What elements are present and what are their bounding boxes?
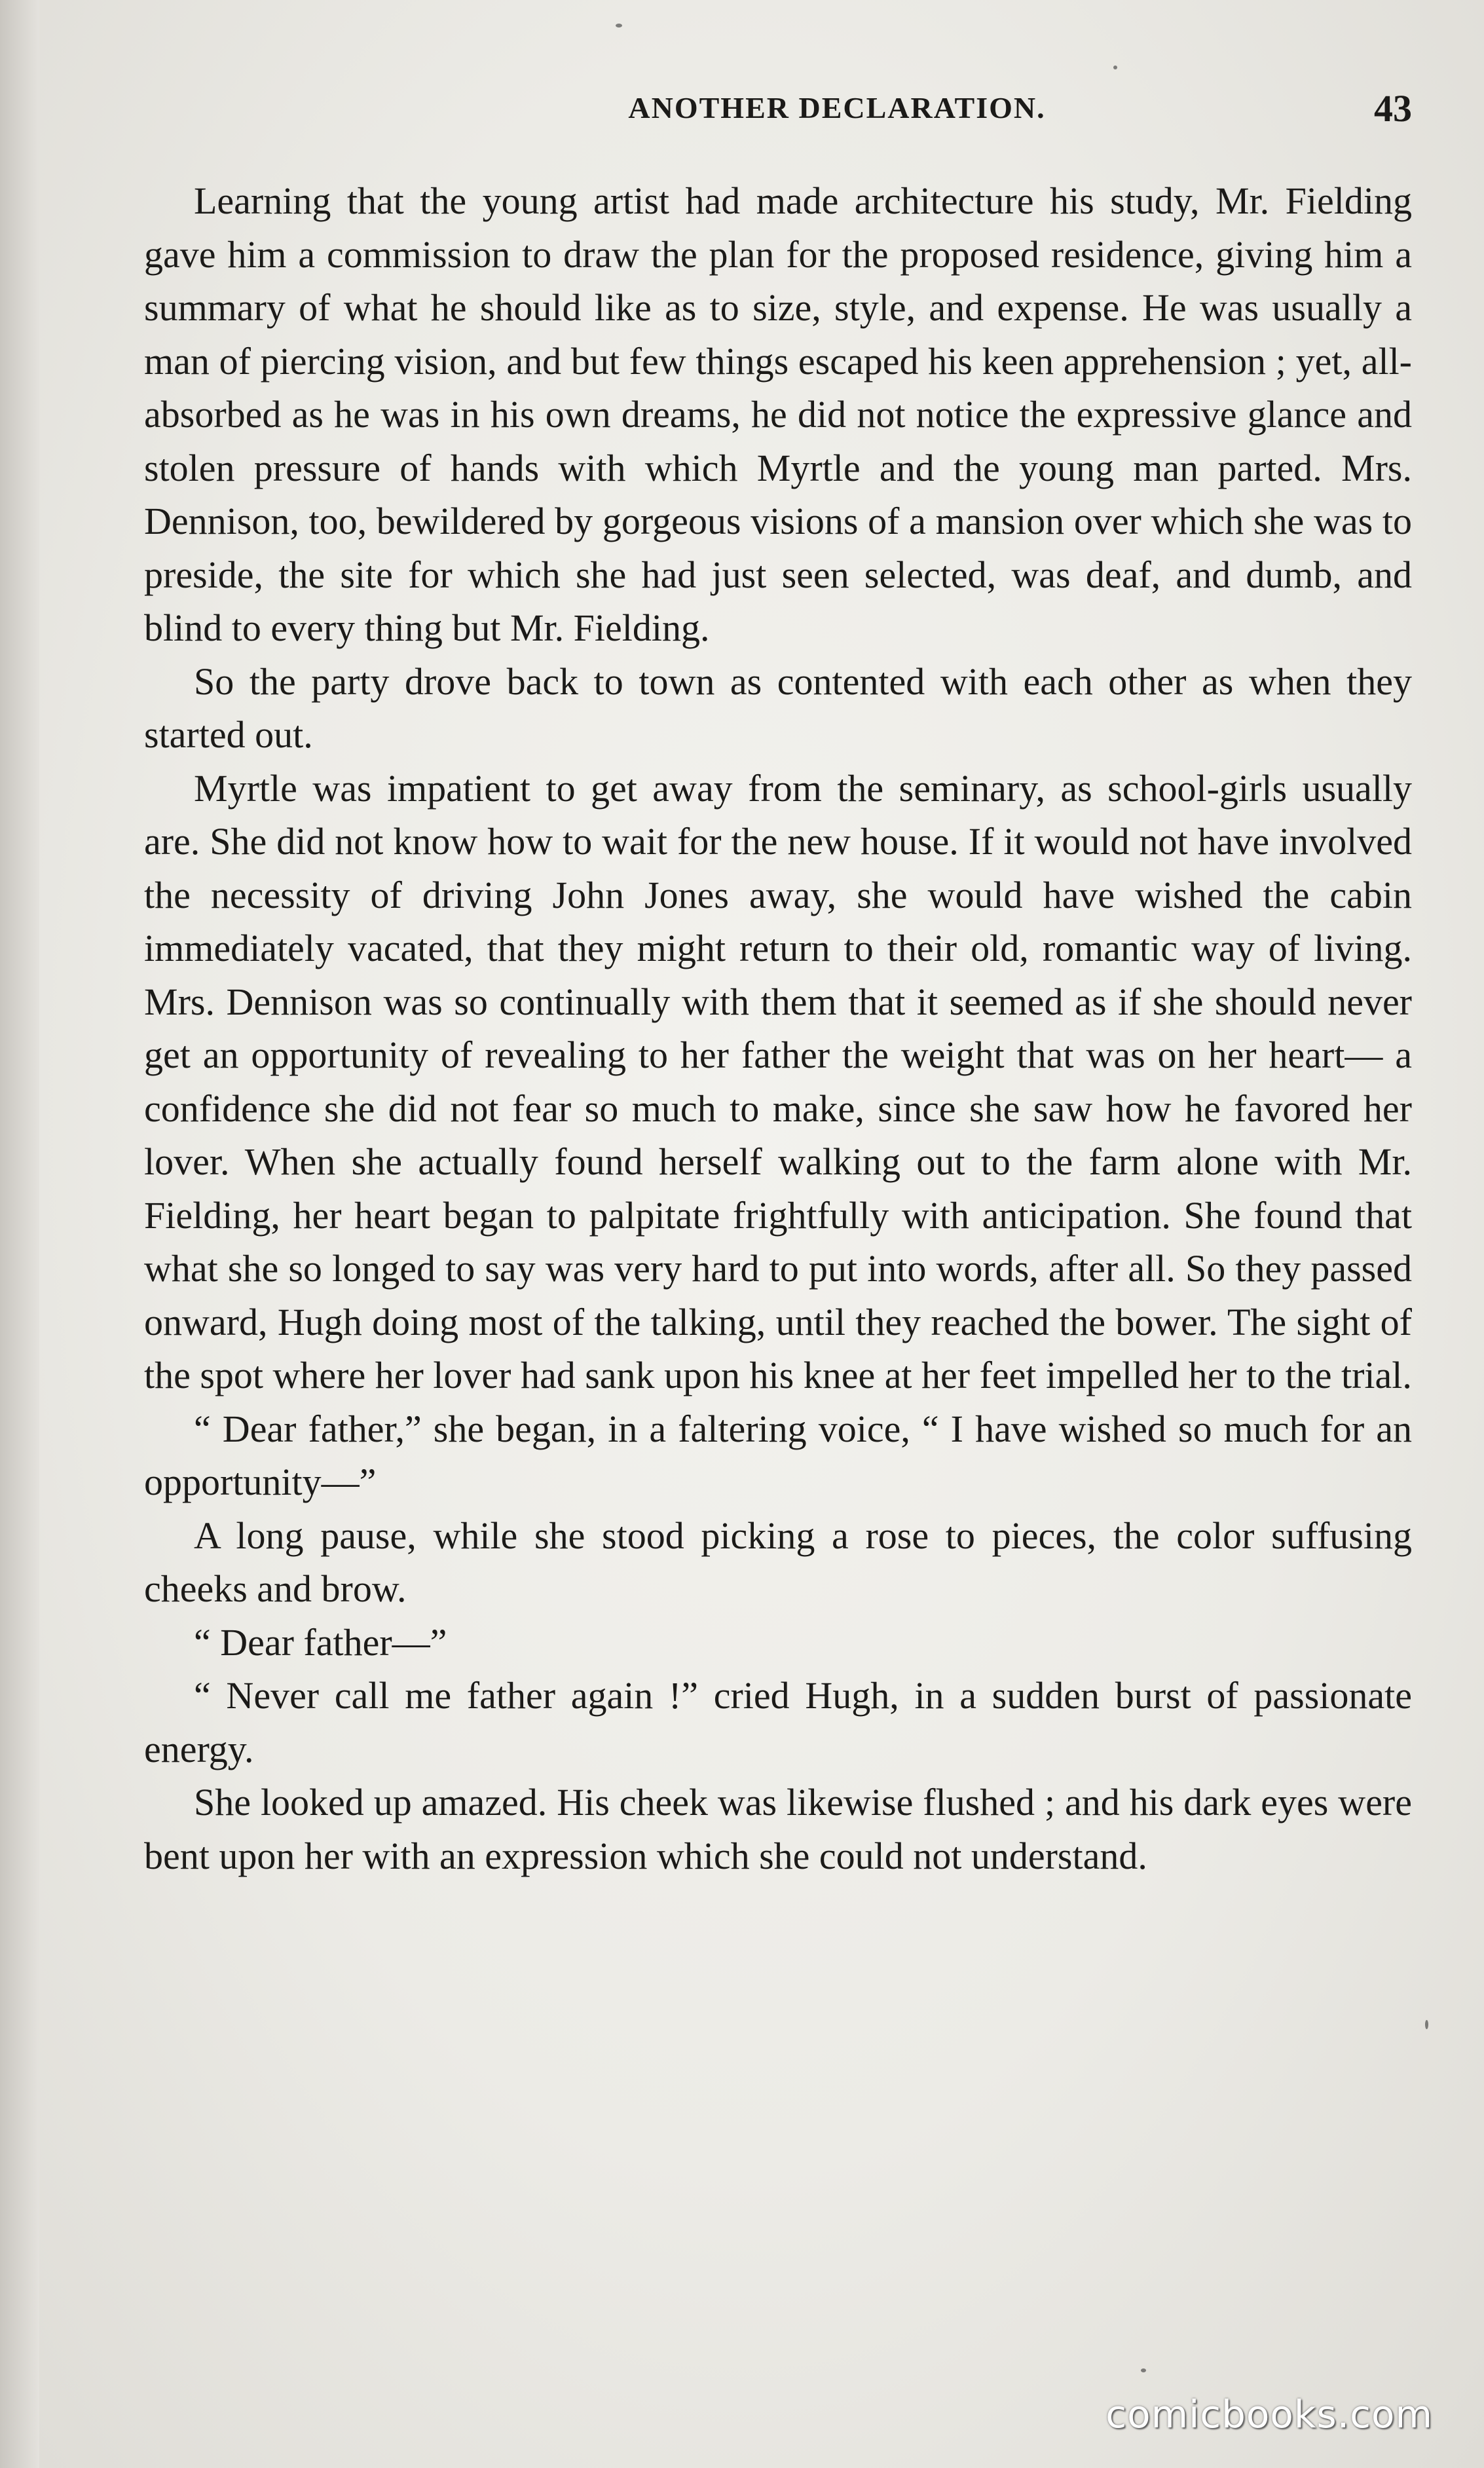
paragraph-1: Learning that the young artist had made architecture his study, Mr. Fielding gave him a commission to draw the plan for the proposed residence, giving him a summary of what he should like as to size, style, and expense. He was usually a man of piercing vision, and but few things escaped his keen apprehension ; yet, all-absorbed as he was in his own dreams, he did not notice the expressive glance and stolen pressure of hands with which Myrtle and the young man parted. Mrs. Dennison, too, bewildered by gorgeous visions of a mansion over which she was to preside, the site for which she had just seen selected, was deaf, and dumb, and blind to every thing but Mr. Fielding. bbox=[144, 179, 1412, 649]
ink-speck bbox=[1141, 2368, 1146, 2372]
page-gutter-shadow bbox=[0, 0, 39, 2468]
page-number: 43 bbox=[1374, 87, 1412, 130]
paragraph-3: Myrtle was impatient to get away from the seminary, as school-girls usually are. She did not know how to wait for the new house. If it would not have involved the necessity of driving John Jones away, she would have wished the cabin immediately vacated, that they might return to their old, romantic way of living. Mrs. Dennison was so continually with them that it seemed as if she should never get an opportunity of revealing to her father the weight that was on her heart— a confidence she did not fear so much to make, since she saw how he favored her lover. When she actually found herself walking out to the farm alone with Mr. Fielding, her heart began to palpitate frightfully with anticipation. She found that what she so longed to say was very hard to put into words, after all. So they passed onward, Hugh doing most of the talking, until they reached the bower. The sight of the spot where her lover had sank upon his knee at her feet impelled her to the trial. bbox=[144, 766, 1412, 1396]
paragraph-4: “ Dear father,” she began, in a faltering voice, “ I have wished so much for an opportunity—” bbox=[144, 1407, 1412, 1503]
ink-speck bbox=[1425, 2020, 1428, 2029]
paragraph-8: She looked up amazed. His cheek was likewise flushed ; and his dark eyes were bent upon her with an expression which she could not understand. bbox=[144, 1781, 1412, 1877]
page-header bbox=[144, 87, 1412, 130]
running-title: ANOTHER DECLARATION. bbox=[628, 91, 1046, 124]
paragraph-6: “ Dear father—” bbox=[194, 1620, 447, 1664]
paragraph-5: A long pause, while she stood picking a rose to pieces, the color suffusing cheeks and brow. bbox=[144, 1514, 1412, 1610]
paragraph-2: So the party drove back to town as contented with each other as when they started out. bbox=[144, 660, 1412, 756]
watermark: comicbooks.com bbox=[1105, 2392, 1433, 2437]
ink-speck bbox=[616, 24, 622, 28]
body-text bbox=[144, 174, 1412, 1882]
ink-speck bbox=[1113, 65, 1117, 69]
paragraph-7: “ Never call me father again !” cried Hugh, in a sudden burst of passionate energy. bbox=[144, 1674, 1412, 1770]
